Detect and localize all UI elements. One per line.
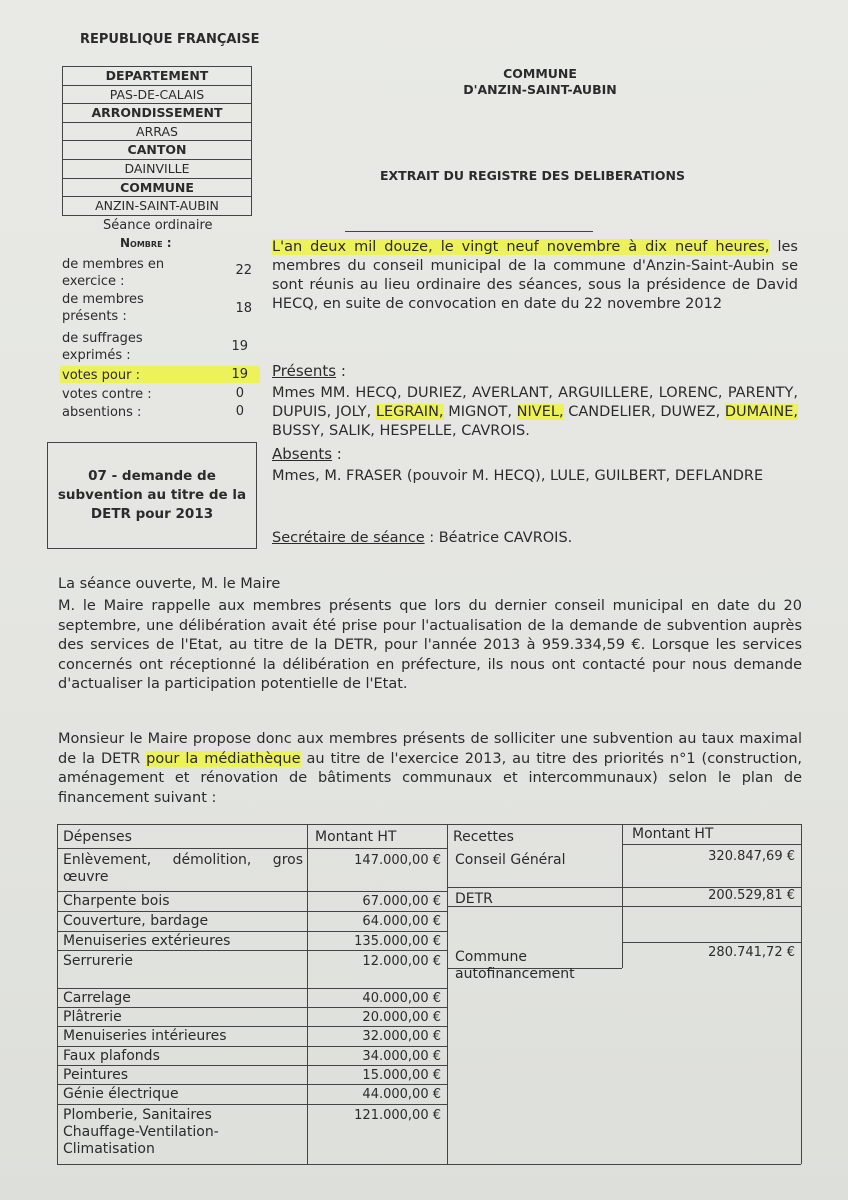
depense-amount: 40.000,00 € <box>362 991 441 1006</box>
seance-ouverte: La séance ouverte, M. le Maire <box>58 576 281 592</box>
table-border <box>57 1164 801 1165</box>
highlighted-name: DUMAINE, <box>724 404 798 420</box>
names-text: Mmes MM. HECQ, DURIEZ, AVERLANT, ARGUILLERE, LORENC, PARENTY, DUPUIS, JOLY, <box>272 385 798 420</box>
table-border <box>447 824 448 1164</box>
depense-amount: 12.000,00 € <box>362 954 441 969</box>
body-text: Monsieur le Maire propose donc aux membres présents de solliciter une subvention au taux maximal de la DETR <box>58 731 802 767</box>
label-line: de membres en <box>62 257 165 272</box>
presents-list <box>272 384 798 441</box>
header-montant: Montant HT <box>632 826 714 842</box>
depense-amount: 64.000,00 € <box>362 914 441 929</box>
votes-pour-label: votes pour : <box>62 368 140 383</box>
table-border <box>57 931 447 932</box>
table-border <box>57 1104 447 1105</box>
recette-amount: 280.741,72 € <box>708 945 795 960</box>
intro-text: les membres du conseil municipal de la commune d'Anzin-Saint-Aubin se sont réunis au lieu ordinaire des séances, sous la présidence de David HECQ, en suite de convocation en date du 22 novembre 2012 <box>272 239 798 312</box>
header-recettes: Recettes <box>453 829 514 845</box>
nombre-label: Nombre : <box>120 236 172 250</box>
admin-row: COMMUNE <box>63 179 251 198</box>
abstentions-label: absentions : <box>62 405 142 420</box>
financing-table <box>57 824 801 1164</box>
recette-amount: 320.847,69 € <box>708 849 795 864</box>
admin-row: DAINVILLE <box>63 160 251 179</box>
admin-row: ARRAS <box>63 123 251 142</box>
label-line: présents : <box>62 309 127 324</box>
depense-label: Plâtrerie <box>63 1009 122 1025</box>
votes-contre-label: votes contre : <box>62 387 152 402</box>
depense-label: Faux plafonds <box>63 1048 160 1064</box>
depense-amount: 15.000,00 € <box>362 1068 441 1083</box>
presents-heading <box>272 362 346 380</box>
body-paragraph-2 <box>58 730 802 808</box>
suffrages-label <box>62 330 143 364</box>
depense-label: Couverture, bardage <box>63 913 209 929</box>
recette-label: Conseil Général <box>455 852 566 868</box>
highlighted-text: L'an deux mil douze, le vingt neuf novembre à dix neuf heures, <box>272 239 770 255</box>
highlighted-name: NIVEL, <box>516 404 564 420</box>
votes-contre-count: 0 <box>235 386 244 401</box>
table-border <box>57 950 447 951</box>
commune-line: COMMUNE <box>503 66 577 81</box>
depense-amount: 34.000,00 € <box>362 1049 441 1064</box>
table-border <box>622 844 801 845</box>
table-border <box>57 1026 447 1027</box>
table-border <box>57 891 447 892</box>
commune-line: D'ANZIN-SAINT-AUBIN <box>463 82 617 97</box>
absents-heading <box>272 445 342 463</box>
exercice-count: 22 <box>235 263 252 278</box>
names-text: CANDELIER, DUWEZ, <box>563 404 725 420</box>
commune-heading <box>440 66 640 98</box>
subject-box <box>47 442 257 549</box>
admin-row: CANTON <box>63 141 251 160</box>
exercice-label <box>62 256 164 290</box>
votes-pour-count: 19 <box>231 367 248 382</box>
subject-line: subvention au titre de la <box>57 487 247 503</box>
republique-heading: REPUBLIQUE FRANÇAISE <box>80 32 260 47</box>
highlighted-text: pour la médiathèque <box>146 750 301 767</box>
suffrages-count: 19 <box>231 339 248 354</box>
depense-label: Menuiseries extérieures <box>63 933 231 949</box>
table-border <box>447 906 801 907</box>
admin-box <box>62 66 252 216</box>
admin-row: DEPARTEMENT <box>63 67 251 86</box>
subject-line: DETR pour 2013 <box>90 506 214 522</box>
depense-label: Génie électrique <box>63 1086 179 1102</box>
names-text: MIGNOT, <box>443 404 517 420</box>
depense-label: Serrurerie <box>63 953 133 969</box>
extrait-title: EXTRAIT DU REGISTRE DES DELIBERATIONS <box>380 168 685 183</box>
names-text: BUSSY, SALIK, HESPELLE, CAVROIS. <box>272 423 530 439</box>
depense-amount: 44.000,00 € <box>362 1087 441 1102</box>
table-border <box>307 824 308 1164</box>
label-line: de suffrages <box>62 331 143 346</box>
depense-label: Menuiseries intérieures <box>63 1028 227 1044</box>
colon: : <box>332 445 342 463</box>
table-border <box>622 824 623 968</box>
depense-amount: 147.000,00 € <box>354 853 441 868</box>
label-line: exercice : <box>62 274 125 289</box>
table-border <box>57 1065 447 1066</box>
admin-row: PAS-DE-CALAIS <box>63 86 251 105</box>
table-border <box>57 911 447 912</box>
presents-label: Présents <box>272 362 337 380</box>
admin-row: ANZIN-SAINT-AUBIN <box>95 198 219 214</box>
depense-amount: 135.000,00 € <box>354 934 441 949</box>
table-border <box>57 1084 447 1085</box>
depense-label: Peintures <box>63 1067 129 1083</box>
label-line: de membres <box>62 292 144 307</box>
depense-label: Enlèvement, démolition, gros œuvre <box>63 852 303 885</box>
abstentions-count: 0 <box>235 404 244 419</box>
recette-label: Commune autofinancement <box>455 949 575 982</box>
colon: : <box>336 362 346 380</box>
seance-label: Séance ordinaire <box>103 218 213 233</box>
table-border <box>801 824 802 1164</box>
table-border <box>57 1046 447 1047</box>
depense-amount: 20.000,00 € <box>362 1010 441 1025</box>
table-border <box>622 942 801 943</box>
highlighted-name: LEGRAIN, <box>375 404 444 420</box>
depense-amount: 121.000,00 € <box>354 1108 441 1123</box>
secretaire-label: Secrétaire de séance <box>272 530 425 546</box>
header-montant: Montant HT <box>315 829 397 845</box>
label-line: exprimés : <box>62 348 131 363</box>
table-border <box>57 988 447 989</box>
table-border <box>57 1007 447 1008</box>
table-border <box>57 848 447 849</box>
depense-label: Carrelage <box>63 990 131 1006</box>
table-border <box>57 824 801 825</box>
recette-label: DETR <box>455 891 493 907</box>
depense-amount: 32.000,00 € <box>362 1029 441 1044</box>
body-text: au titre de l'exercice 2013, au titre des priorités n°1 (construction, aménagement et rénovation de bâtiments communaux et intercommunaux) selon le plan de financement suivant : <box>58 750 802 806</box>
depense-label: Charpente bois <box>63 893 170 909</box>
depense-amount: 67.000,00 € <box>362 894 441 909</box>
secretaire-value: : Béatrice CAVROIS. <box>424 530 573 546</box>
separator-line <box>345 231 593 232</box>
presents-count-label <box>62 291 144 325</box>
intro-paragraph <box>272 238 798 314</box>
presents-count: 18 <box>235 301 252 316</box>
body-paragraph-1: M. le Maire rappelle aux membres présents que lors du dernier conseil municipal en date du 20 septembre, une délibération avait été prise pour l'actualisation de la demande de subvention auprès des services de l'Etat, au titre de la DETR, pour l'année 2013 à 959.334,59 €. Lorsque les services concernés ont réceptionné la délibération en préfecture, ils nous ont contacté pour nous demande d'actualiser la participation potentielle de l'Etat. <box>58 598 802 692</box>
absents-label: Absents <box>272 445 333 463</box>
secretaire-line <box>272 530 572 546</box>
header-depenses: Dépenses <box>63 829 132 845</box>
admin-row: ARRONDISSEMENT <box>63 104 251 123</box>
table-border <box>57 824 58 1164</box>
subject-line: 07 - demande de <box>88 468 216 484</box>
absents-list: Mmes, M. FRASER (pouvoir M. HECQ), LULE, GUILBERT, DEFLANDRE <box>272 468 764 484</box>
depense-label: Plomberie, Sanitaires Chauffage-Ventilation-Climatisation <box>63 1107 219 1157</box>
recette-amount: 200.529,81 € <box>708 888 795 903</box>
